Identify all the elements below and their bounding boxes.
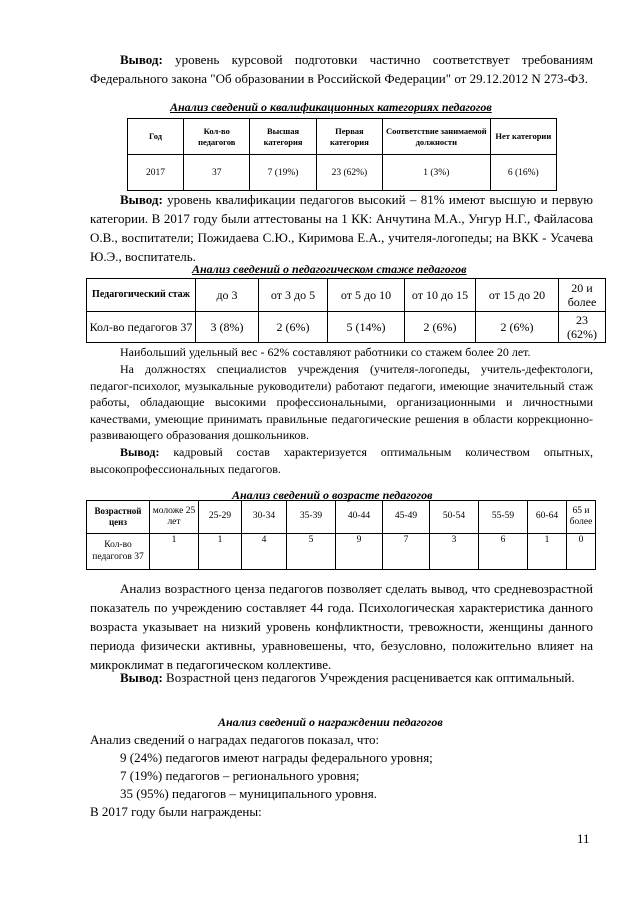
specialists-paragraph: На должностях специалистов учреждения (учителя-логопеды, учитель-дефектологи, педагог-психолог, музыкальные руководители) работают педагоги, имеющие значительный стаж работы, обладающие высокими профессиональными, организационными и личностными качествами, умеющие принимать правильные педагогические решения в области коррекционно-развивающего образования дошкольников. xyxy=(90,362,593,442)
table-header-cell: от 10 до 15 xyxy=(405,279,476,312)
age-table xyxy=(86,500,596,570)
conclusion-label: Вывод: xyxy=(120,52,163,67)
table-cell: 6 xyxy=(479,534,528,570)
table-header-cell: Год xyxy=(128,119,184,155)
table-header-cell: от 3 до 5 xyxy=(259,279,328,312)
table-header-cell: от 5 до 10 xyxy=(328,279,405,312)
awards-outro: В 2017 году были награждены: xyxy=(90,804,262,819)
conclusion-paragraph-1 xyxy=(90,50,593,88)
awards-section-caption: Анализ сведений о награждении педагогов xyxy=(218,715,443,729)
conclusion-text: Возрастной ценз педагогов Учреждения расценивается как оптимальный. xyxy=(162,670,575,685)
table-cell: 3 (8%) xyxy=(196,312,259,343)
conclusion-paragraph-2 xyxy=(90,190,593,266)
table-cell: 1 xyxy=(150,534,199,570)
awards-list-item: 9 (24%) педагогов имеют награды федерального уровня; xyxy=(120,750,433,765)
table-header-cell: моложе 25 лет xyxy=(150,501,199,534)
experience-note: Наибольший удельный вес - 62% составляют работники со стажем более 20 лет. xyxy=(120,345,531,359)
awards-intro: Анализ сведений о наградах педагогов показал, что: xyxy=(90,732,380,747)
table-header-cell: Кол-во педагогов xyxy=(184,119,250,155)
table-header-cell: Педагогический стаж xyxy=(87,279,196,312)
table-cell: 4 xyxy=(242,534,287,570)
table-header-cell: 55-59 xyxy=(479,501,528,534)
table-cell: 1 xyxy=(528,534,567,570)
conclusion-label: Вывод: xyxy=(120,192,163,207)
table-header-row xyxy=(128,119,557,155)
table-header-cell: Возрастной ценз xyxy=(87,501,150,534)
awards-list-item: 7 (19%) педагогов – регионального уровня; xyxy=(120,768,360,783)
table-cell: 2 (6%) xyxy=(405,312,476,343)
table-cell: 2 (6%) xyxy=(476,312,559,343)
table-header-cell: 65 и более xyxy=(567,501,596,534)
conclusion-text: уровень курсовой подготовки частично соответствует требованиям Федерального закона "Об образовании в Российской Федерации" от 29.12.2012 N 273-ФЗ. xyxy=(90,52,593,86)
table-header-cell: до 3 xyxy=(196,279,259,312)
conclusion-label: Вывод: xyxy=(120,670,163,685)
table-header-cell: 30-34 xyxy=(242,501,287,534)
age-analysis-paragraph: Анализ возрастного ценза педагогов позволяет сделать вывод, что средневозрастной показатель по учреждению составляет 44 года. Психологическая характеристика данного возраста указывает на низкий уровень конфликтности, тревожности, женщины данного периода физически активны, уравновешены, что, безусловно, положительно влияет на микроклимат в педагогическом коллективе. xyxy=(90,581,593,672)
table-header-cell: 35-39 xyxy=(287,501,336,534)
table-cell: 6 (16%) xyxy=(490,155,556,191)
table-row xyxy=(87,534,596,570)
conclusion-text: уровень квалификации педагогов высокий – 81% имеют высшую и первую категории. В 2017 году были аттестованы на 1 КК: Анчутина М.А., Унгур Н.Г., Файласова О.В., воспитатели; Пожидаева С.Ю., Киримова Е.А., учителя-логопеды; на ВКК - Усачева Ю.Э., воспитатель. xyxy=(90,192,593,264)
table-header-cell: Высшая категория xyxy=(250,119,316,155)
conclusion-text: кадровый состав характеризуется оптимальным количеством опытных, высокопрофессиональных педагогов. xyxy=(90,445,593,476)
awards-list-item: 35 (95%) педагогов – муниципального уровня. xyxy=(120,786,377,801)
table-header-cell: 40-44 xyxy=(336,501,383,534)
table-row xyxy=(87,312,606,343)
table-cell: 2 (6%) xyxy=(259,312,328,343)
table-row xyxy=(128,155,557,191)
experience-table-caption: Анализ сведений о педагогическом стаже педагогов xyxy=(192,262,467,276)
table-cell: 7 (19%) xyxy=(250,155,316,191)
table-header-cell: Первая категория xyxy=(316,119,382,155)
experience-table xyxy=(86,278,606,343)
table-cell: 3 xyxy=(430,534,479,570)
qualification-table xyxy=(127,118,557,191)
table-header-cell: 45-49 xyxy=(383,501,430,534)
table-cell: 7 xyxy=(383,534,430,570)
table-header-cell: 60-64 xyxy=(528,501,567,534)
table-header-cell: Соответствие занимаемой должности xyxy=(383,119,491,155)
table-cell: 2017 xyxy=(128,155,184,191)
conclusion-paragraph-3 xyxy=(90,444,593,477)
table-cell: 5 (14%) xyxy=(328,312,405,343)
table-header-cell: Нет категории xyxy=(490,119,556,155)
table-header-cell: от 15 до 20 xyxy=(476,279,559,312)
table-header-row xyxy=(87,501,596,534)
table-cell: Кол-во педагогов 37 xyxy=(87,312,196,343)
conclusion-label: Вывод: xyxy=(120,445,160,459)
table-header-cell: 20 и более xyxy=(559,279,606,312)
table-header-cell: 50-54 xyxy=(430,501,479,534)
table-cell: 9 xyxy=(336,534,383,570)
qualification-table-caption: Анализ сведений о квалификационных категориях педагогов xyxy=(170,100,492,114)
table-cell: 1 (3%) xyxy=(383,155,491,191)
table-cell: 23 (62%) xyxy=(559,312,606,343)
table-cell: 37 xyxy=(184,155,250,191)
table-cell: 0 xyxy=(567,534,596,570)
table-header-row xyxy=(87,279,606,312)
conclusion-paragraph-4 xyxy=(90,668,593,687)
table-cell: 1 xyxy=(199,534,242,570)
page-number: 11 xyxy=(577,831,590,846)
table-cell: 5 xyxy=(287,534,336,570)
table-cell: 23 (62%) xyxy=(316,155,382,191)
age-table-caption: Анализ сведений о возрасте педагогов xyxy=(232,488,433,502)
table-header-cell: 25-29 xyxy=(199,501,242,534)
table-cell: Кол-во педагогов 37 xyxy=(87,534,150,570)
